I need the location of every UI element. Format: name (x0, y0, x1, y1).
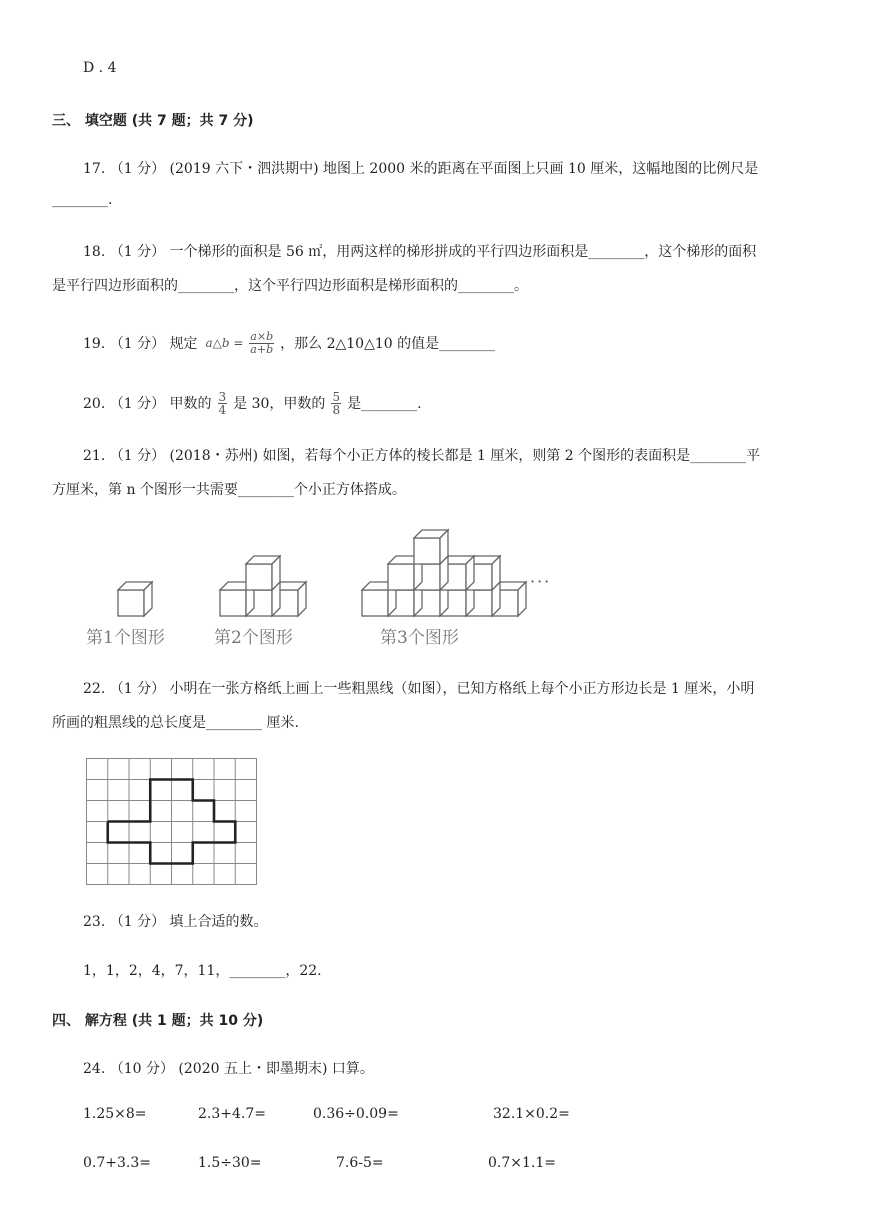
q24-item: 0.7×1.1= (488, 1155, 556, 1171)
q24-item: 1.5÷30= (198, 1155, 262, 1171)
q20-mid: 是 30，甲数的 (233, 396, 326, 412)
grid-paper-figure (86, 758, 258, 886)
section-4-title: 四、 解方程 (共 1 题；共 10 分) (52, 1013, 264, 1029)
q17-line1: 17. （1 分） (2019 六下・泗洪期中) 地图上 2000 米的距离在平面图上只画 10 厘米，这幅地图的比例尺是 (83, 161, 759, 177)
q19-prefix: 19. （1 分） 规定 (83, 336, 198, 352)
figure-1-cubes (118, 582, 152, 616)
q22-line2: 所画的粗黑线的总长度是________ 厘米. (52, 715, 299, 731)
figure-3-caption: 第3个图形 (380, 628, 459, 648)
q24-item: 7.6-5= (336, 1155, 384, 1171)
q19-formula-lhs: a△b = (205, 336, 244, 350)
q21-line2: 方厘米，第 n 个图形一共需要________个小正方体搭成。 (52, 482, 406, 498)
q20-frac1-num: 3 (218, 389, 227, 404)
q19-formula-denominator: a+b (250, 342, 274, 356)
q20-prefix: 20. （1 分） 甲数的 (83, 396, 212, 412)
q24-item: 0.36÷0.09= (313, 1106, 399, 1122)
q20-frac2-num: 5 (332, 389, 341, 404)
figure-ellipsis: ··· (530, 572, 552, 591)
q24-line1: 24. （10 分） (2020 五上・即墨期末) 口算。 (83, 1061, 374, 1077)
q24-item: 32.1×0.2= (493, 1106, 570, 1122)
q22-line1: 22. （1 分） 小明在一张方格纸上画上一些粗黑线（如图），已知方格纸上每个小正方形边长是 1 厘米，小明 (83, 681, 755, 697)
q20-suffix: 是________. (347, 396, 422, 412)
q20 (83, 386, 422, 420)
q18-line1: 18. （1 分） 一个梯形的面积是 56 ㎡，用两这样的梯形拼成的平行四边形面积是________，这个梯形的面积 (83, 244, 757, 260)
q19-formula (206, 331, 275, 356)
figure-1-caption: 第1个图形 (86, 628, 165, 648)
option-d: D . 4 (83, 60, 117, 76)
q19-formula-numerator: a×b (250, 329, 274, 343)
q20-fraction-2 (331, 391, 341, 416)
q24-item: 2.3+4.7= (198, 1106, 266, 1122)
q19 (83, 326, 495, 360)
q18-line2: 是平行四边形面积的________，这个平行四边形面积是梯形面积的________。 (52, 278, 528, 294)
figure-2-cubes (220, 556, 306, 616)
section-3-title: 三、 填空题 (共 7 题；共 7 分) (52, 113, 254, 129)
q19-formula-fraction (249, 331, 274, 356)
q23-line1: 23. （1 分） 填上合适的数。 (83, 914, 268, 930)
q24-item: 0.7+3.3= (83, 1155, 151, 1171)
q20-fraction-1 (218, 391, 228, 416)
q21-line1: 21. （1 分） (2018・苏州) 如图，若每个小正方体的棱长都是 1 厘米，则第 2 个图形的表面积是________平 (83, 448, 761, 464)
q17-line2: ________. (52, 192, 113, 208)
q20-frac2-den: 8 (332, 402, 341, 417)
q23-line2: 1，1，2，4，7，11，________，22. (83, 963, 322, 979)
q24-item: 1.25×8= (83, 1106, 147, 1122)
figure-3-cubes (362, 530, 526, 616)
figure-2-caption: 第2个图形 (214, 628, 293, 648)
q20-frac1-den: 4 (218, 402, 227, 417)
q19-suffix: ，那么 2△10△10 的值是________ (280, 336, 496, 352)
